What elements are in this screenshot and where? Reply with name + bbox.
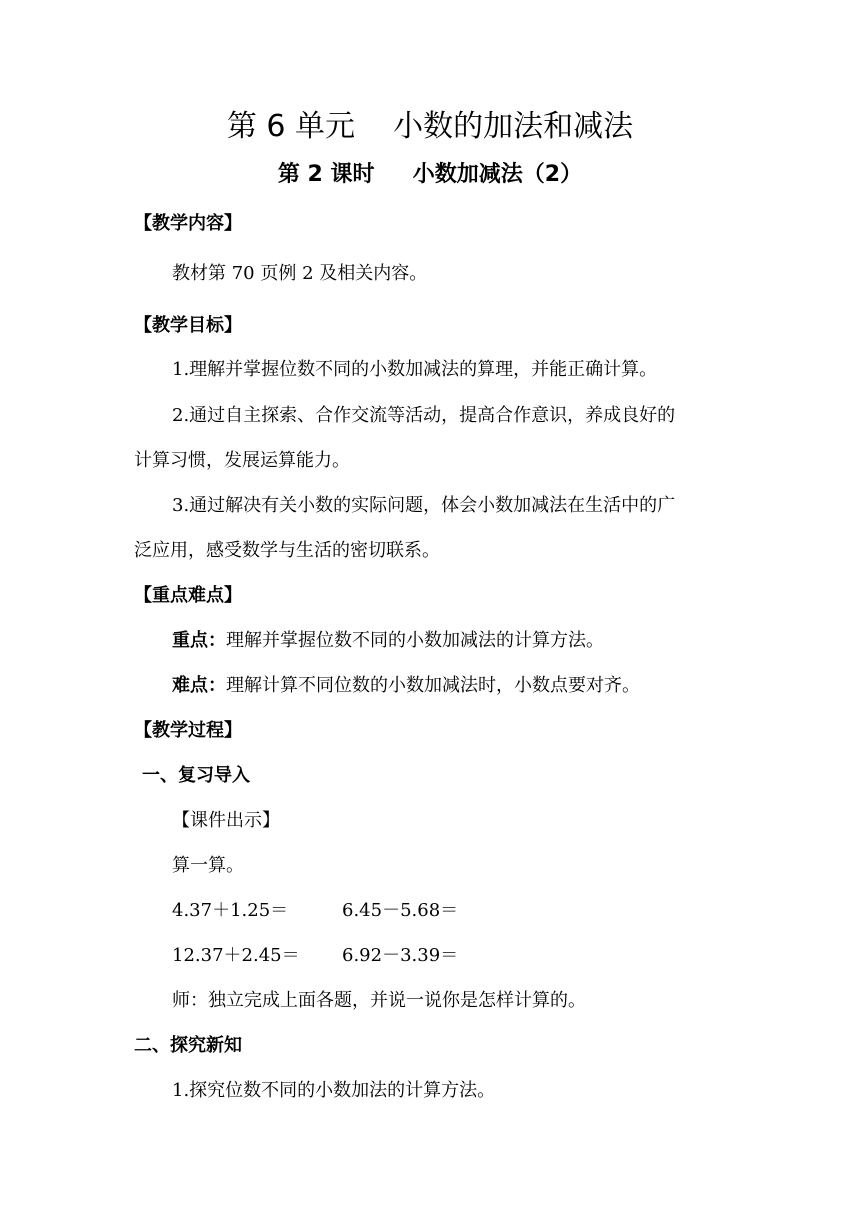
key-point-label: 重点： (172, 630, 226, 651)
calc-item: 6.45－5.68＝ (342, 900, 459, 921)
goal-item-3-line-1: 3.通过解决有关小数的实际问题，体会小数加减法在生活中的广 (172, 495, 676, 516)
goal-item-1: 1.理解并掌握位数不同的小数加减法的算理，并能正确计算。 (172, 359, 658, 380)
calc-item: 6.92－3.39＝ (342, 945, 459, 966)
heading-process: 【教学过程】 (134, 720, 242, 741)
heading-keypoints: 【重点难点】 (134, 585, 242, 606)
calc-row-2 (172, 944, 458, 968)
unit-title: 第 6 单元 小数的加法和减法 (226, 109, 634, 144)
part2-title: 二、探究新知 (134, 1035, 242, 1056)
heading-content: 【教学内容】 (134, 213, 242, 234)
part1-title: 一、复习导入 (142, 765, 250, 786)
teacher-instruction: 师：独立完成上面各题，并说一说你是怎样计算的。 (172, 990, 586, 1011)
difficult-point-text: 理解计算不同位数的小数加减法时，小数点要对齐。 (226, 675, 640, 696)
heading-goals: 【教学目标】 (134, 315, 242, 336)
content-text: 教材第 70 页例 2 及相关内容。 (172, 263, 428, 284)
calc-row-1 (172, 899, 458, 923)
key-point (172, 629, 604, 653)
part2-item-1: 1.探究位数不同的小数加法的计算方法。 (172, 1080, 496, 1101)
difficult-point-label: 难点： (172, 675, 226, 696)
goal-item-3-line-2: 泛应用，感受数学与生活的密切联系。 (134, 540, 440, 561)
calc-item: 4.37＋1.25＝ (172, 900, 289, 921)
courseware-label: 【课件出示】 (172, 810, 280, 831)
calc-item: 12.37＋2.45＝ (172, 945, 300, 966)
calc-prompt: 算一算。 (172, 855, 244, 876)
difficult-point (172, 674, 640, 698)
goal-item-2-line-2: 计算习惯，发展运算能力。 (134, 450, 350, 471)
lesson-title: 第 2 课时 小数加减法（2） (277, 162, 583, 187)
key-point-text: 理解并掌握位数不同的小数加减法的计算方法。 (226, 630, 604, 651)
goal-item-2-line-1: 2.通过自主探索、合作交流等活动，提高合作意识，养成良好的 (172, 405, 676, 426)
